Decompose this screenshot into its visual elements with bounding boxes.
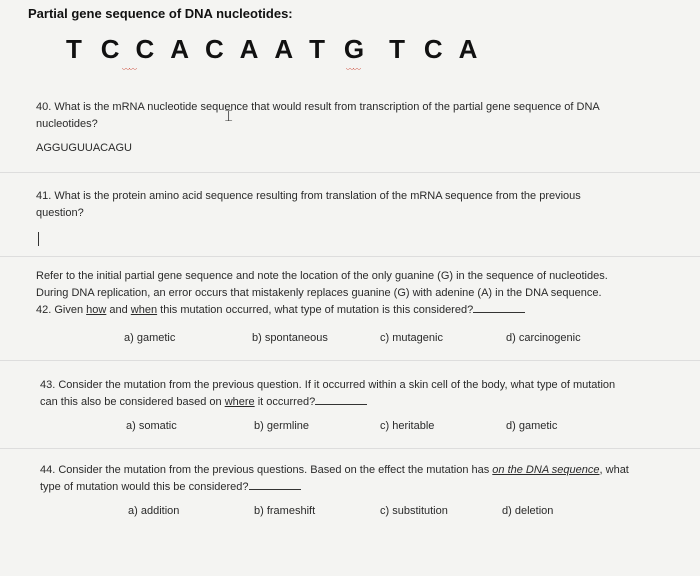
nucleotide: C	[100, 34, 120, 64]
option-43-d[interactable]: d) gametic	[506, 420, 558, 432]
question-41-text: 41. What is the protein amino acid sequence resulting from translation of the mRNA sequence from the previous	[36, 190, 581, 202]
question-44-text: 44. Consider the mutation from the previous questions. Based on the effect the mutation has on the DNA sequence, what	[40, 464, 629, 476]
nucleotide: T	[389, 34, 405, 64]
spellcheck-squiggle-icon: 〰〰	[122, 65, 136, 74]
answer-40[interactable]: AGGUGUUACAGU	[36, 142, 132, 154]
option-42-a[interactable]: a) gametic	[124, 332, 176, 344]
question-43	[40, 377, 615, 411]
divider	[0, 448, 700, 449]
intro-line: Refer to the initial partial gene sequence and note the location of the only guanine (G) in the sequence of nucleotides.	[36, 270, 608, 282]
question-44-text-cont: type of mutation would this be considered?	[40, 479, 629, 496]
nucleotide: A	[274, 34, 294, 64]
question-41	[36, 188, 581, 222]
answer-blank[interactable]	[473, 302, 525, 313]
question-40-text-cont: nucleotides?	[36, 118, 98, 130]
dna-sequence	[66, 34, 486, 65]
question-41-text-cont: question?	[36, 207, 84, 219]
divider	[0, 172, 700, 173]
question-42: 42. Given how and when this mutation occurred, what type of mutation is this considered?	[36, 302, 608, 319]
question-40	[36, 99, 600, 133]
nucleotide: A	[239, 34, 259, 64]
option-43-a[interactable]: a) somatic	[126, 420, 177, 432]
spellcheck-squiggle-icon: 〰〰	[346, 65, 360, 74]
option-44-c[interactable]: c) substitution	[380, 505, 448, 517]
nucleotide: G	[343, 34, 365, 64]
question-43-text: 43. Consider the mutation from the previous question. If it occurred within a skin cell of the body, what type of mutation	[40, 379, 616, 391]
option-44-a[interactable]: a) addition	[128, 505, 180, 517]
page-title: Partial gene sequence of DNA nucleotides:	[28, 6, 293, 21]
option-43-c[interactable]: c) heritable	[380, 420, 435, 432]
text-cursor-icon: 𝙸	[223, 108, 235, 125]
option-43-b[interactable]: b) germline	[254, 420, 310, 432]
nucleotide: C	[423, 34, 443, 64]
question-43-text-cont: can this also be considered based on where it occurred?	[40, 394, 615, 411]
divider	[0, 256, 700, 257]
question-40-text: 40. What is the mRNA nucleotide sequence that would result from transcription of the partial gene sequence of DNA	[36, 101, 600, 113]
mutation-intro	[36, 268, 608, 319]
divider	[0, 360, 700, 361]
option-44-d[interactable]: d) deletion	[502, 505, 554, 517]
nucleotide: A	[458, 34, 478, 64]
question-44	[40, 462, 629, 496]
answer-blank[interactable]	[249, 479, 301, 490]
nucleotide: T	[66, 34, 82, 64]
nucleotide: C	[135, 34, 155, 64]
option-44-b[interactable]: b) frameshift	[254, 505, 316, 517]
nucleotide: A	[170, 34, 189, 64]
answer-blank[interactable]	[315, 394, 367, 405]
intro-line: During DNA replication, an error occurs that mistakenly replaces guanine (G) with adenine (A) in the DNA sequence.	[36, 287, 602, 299]
nucleotide: T	[309, 34, 326, 64]
answer-41-caret[interactable]	[38, 232, 39, 246]
option-42-b[interactable]: b) spontaneous	[252, 332, 328, 344]
nucleotide: C	[204, 34, 224, 64]
option-42-c[interactable]: c) mutagenic	[380, 332, 443, 344]
option-42-d[interactable]: d) carcinogenic	[506, 332, 581, 344]
